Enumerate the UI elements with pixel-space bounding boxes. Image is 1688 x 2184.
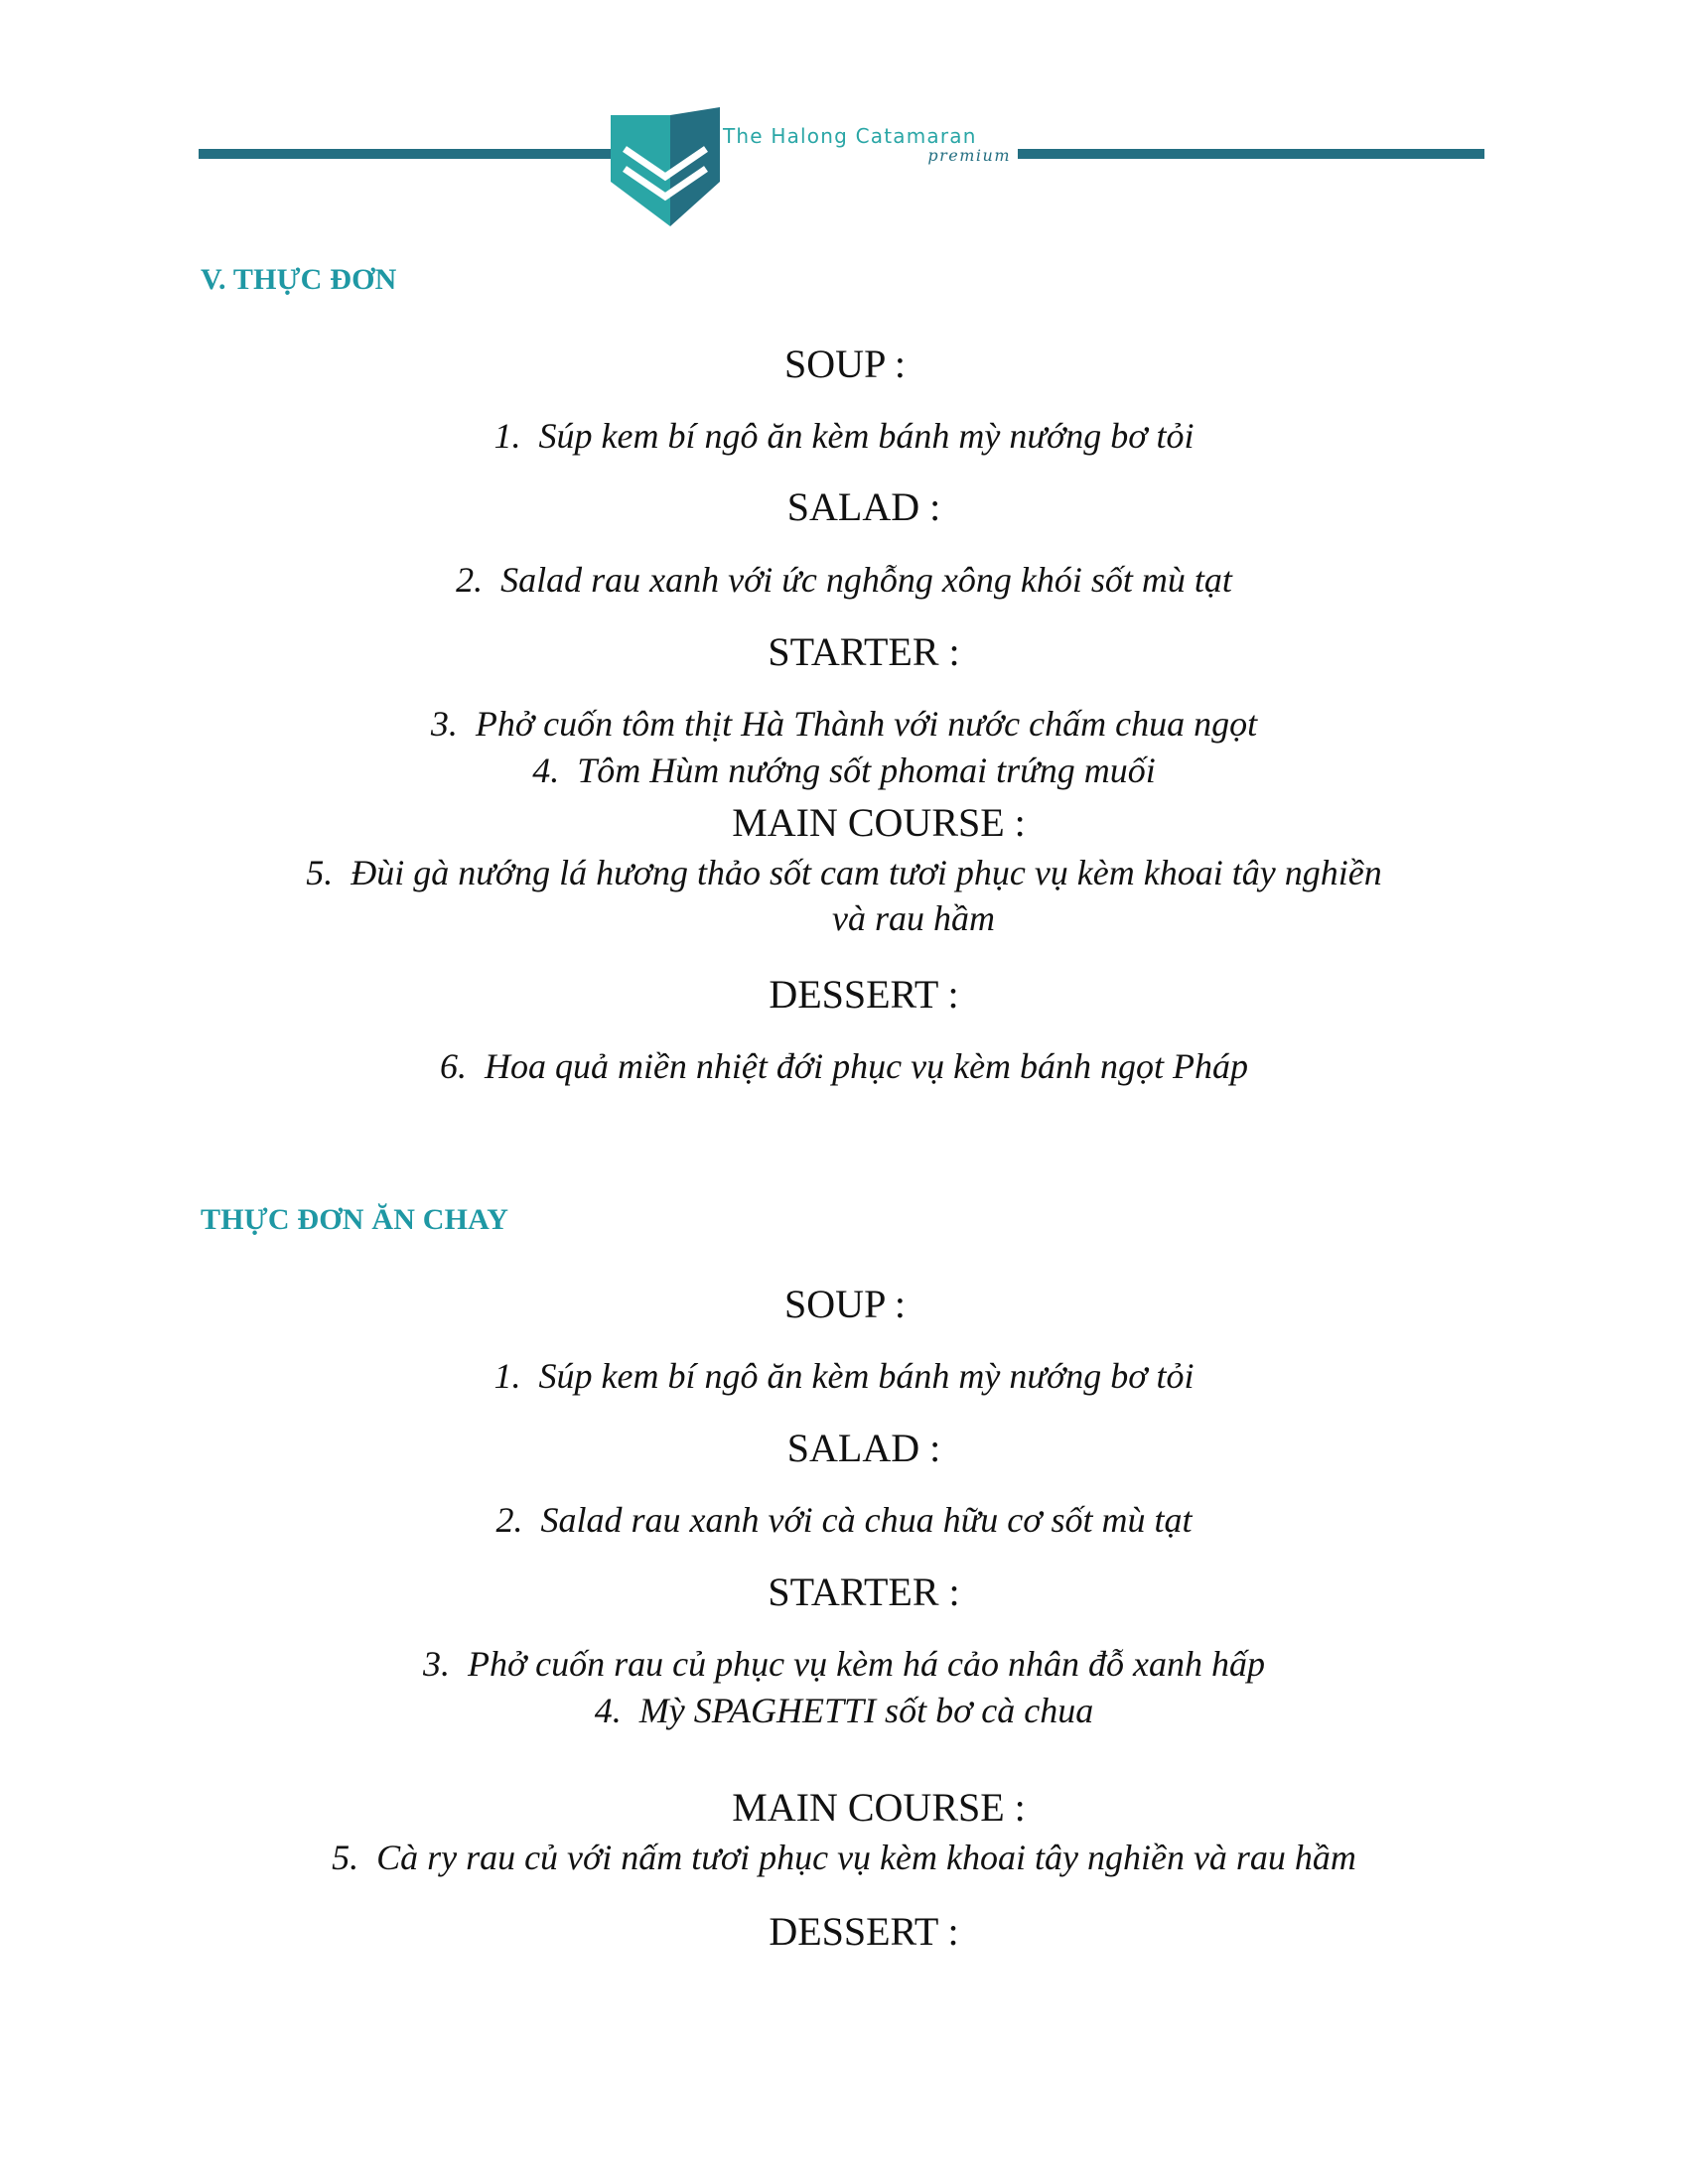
brand-tagline: premium (927, 146, 1011, 165)
item-number: 4. (594, 1691, 622, 1730)
brand-lockup (723, 124, 1021, 165)
item-text: Mỳ SPAGHETTI sốt bơ cà chua (638, 1691, 1094, 1730)
item-text: Cà ry rau củ với nấm tươi phục vụ kèm khoai tây nghiền và rau hầm (376, 1838, 1356, 1877)
menu-item (0, 1355, 1688, 1397)
veg-course-title-salad: SALAD : (786, 1426, 941, 1470)
item-text: Súp kem bí ngô ăn kèm bánh mỳ nướng bơ tỏi (538, 416, 1195, 456)
menu-item (0, 852, 1688, 893)
course-title-soup: SOUP : (784, 341, 906, 386)
menu-item (0, 1690, 1688, 1731)
item-text: Phở cuốn rau củ phục vụ kèm há cảo nhân đỗ xanh hấp (467, 1644, 1266, 1684)
menu-item (0, 559, 1688, 601)
menu-item (0, 750, 1688, 791)
chevron-shield-logo-icon (611, 107, 720, 226)
course-title-dessert: DESSERT : (769, 972, 959, 1017)
item-number: 1. (493, 1356, 521, 1396)
veg-course-title-starter: STARTER : (768, 1570, 960, 1614)
item-text: Súp kem bí ngô ăn kèm bánh mỳ nướng bơ tỏi (538, 1356, 1195, 1396)
item-text: Đùi gà nướng lá hương thảo sốt cam tươi phục vụ kèm khoai tây nghiền (351, 853, 1382, 892)
item-number: 1. (493, 416, 521, 456)
course-title-main-course: MAIN COURSE : (732, 800, 1026, 845)
item-text: Salad rau xanh với cà chua hữu cơ sốt mù tạt (540, 1500, 1193, 1540)
course-title-starter: STARTER : (768, 629, 960, 674)
item-number: 4. (532, 751, 560, 790)
item-number: 3. (422, 1644, 450, 1684)
menu-item (0, 415, 1688, 457)
item-text: Phở cuốn tôm thịt Hà Thành với nước chấm chua ngọt (475, 704, 1258, 744)
menu-heading: V. THỰC ĐƠN (201, 263, 397, 296)
course-title-salad: SALAD : (786, 484, 941, 529)
brand-name: The Halong Catamaran (723, 124, 977, 148)
item-text: Tôm Hùm nướng sốt phomai trứng muối (577, 751, 1156, 790)
header-rule-left (199, 149, 616, 159)
page-header (0, 0, 1688, 238)
item-number: 5. (306, 853, 334, 892)
header-rule-right (1018, 149, 1484, 159)
menu-item-continuation: và rau hầm (832, 898, 995, 938)
menu-item (0, 1837, 1688, 1878)
item-number: 6. (439, 1046, 467, 1086)
item-text: Salad rau xanh với ức nghỗng xông khói sốt mù tạt (500, 560, 1232, 600)
item-number: 2. (495, 1500, 523, 1540)
veg-course-title-main-course: MAIN COURSE : (732, 1785, 1026, 1830)
item-number: 5. (332, 1838, 359, 1877)
item-number: 2. (456, 560, 484, 600)
veg-course-title-soup: SOUP : (784, 1282, 906, 1326)
menu-item (0, 1045, 1688, 1087)
item-text: Hoa quả miền nhiệt đới phục vụ kèm bánh ngọt Pháp (484, 1046, 1249, 1086)
veg-course-title-dessert: DESSERT : (769, 1909, 959, 1954)
menu-item (0, 703, 1688, 745)
menu-item (0, 1643, 1688, 1685)
vegetarian-menu-heading: THỰC ĐƠN ĂN CHAY (201, 1203, 509, 1236)
menu-item (0, 1499, 1688, 1541)
item-number: 3. (430, 704, 458, 744)
